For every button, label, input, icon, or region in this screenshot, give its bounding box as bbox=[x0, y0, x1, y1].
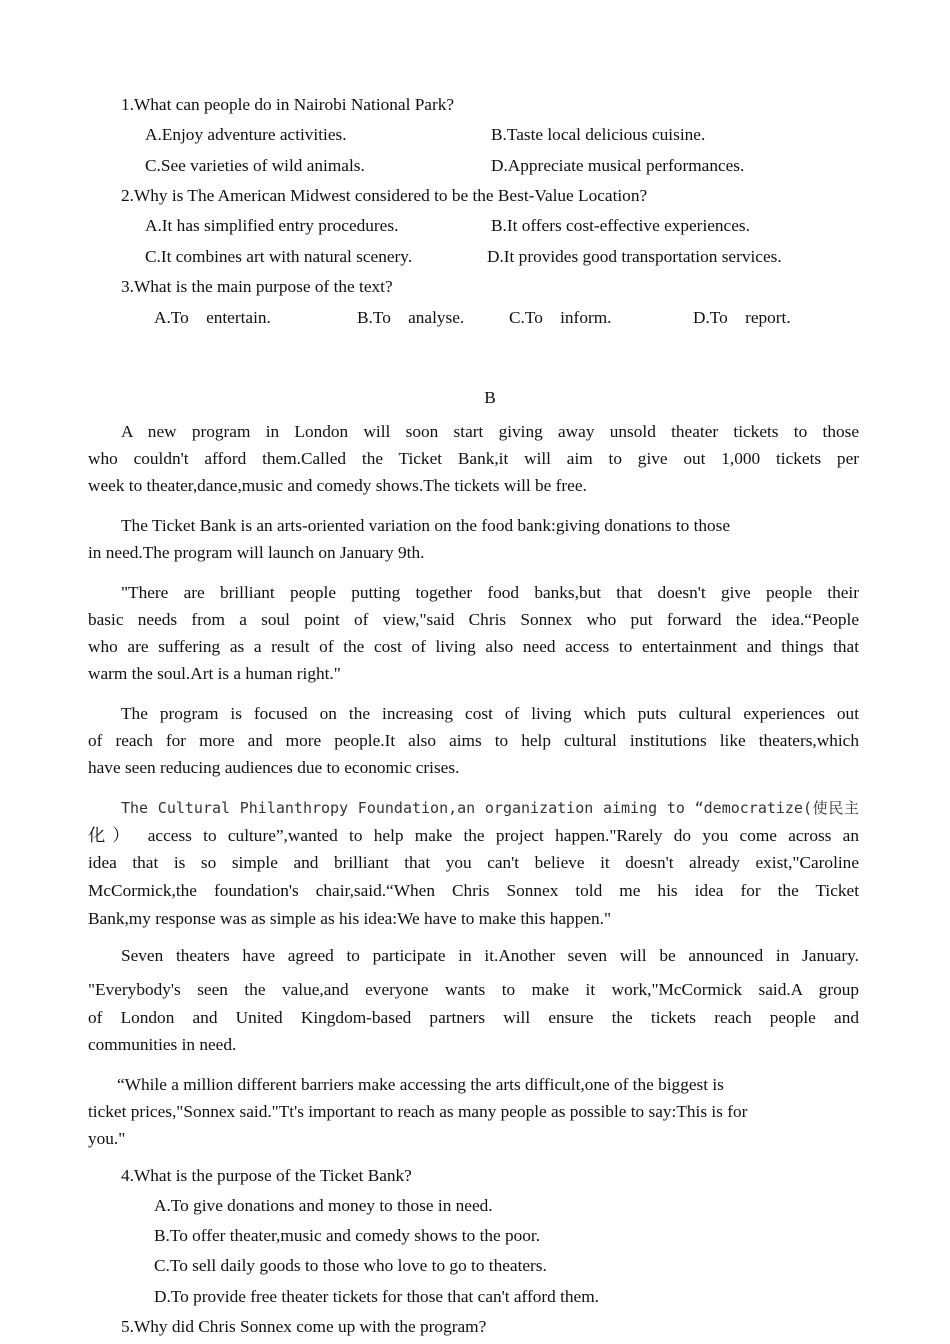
passage-line: who couldn't afford them.Called the Ticket Bank,it will aim to give out 1,000 tickets per bbox=[88, 449, 859, 468]
q4-option-b: B.To offer theater,music and comedy shows to the poor. bbox=[154, 1226, 541, 1245]
q2-option-b: B.It offers cost-effective experiences. bbox=[491, 216, 750, 235]
passage-line: McCormick,the foundation's chair,said.“When Chris Sonnex told me his idea for the Ticket bbox=[88, 881, 859, 900]
q3-option-b: B.To analyse. bbox=[357, 308, 465, 327]
passage-line: "There are brilliant people putting together food banks,but that doesn't give people their bbox=[121, 583, 859, 602]
q1-option-d: D.Appreciate musical performances. bbox=[491, 156, 745, 175]
passage-line: in need.The program will launch on January 9th. bbox=[88, 543, 425, 562]
passage-line: basic needs from a soul point of view,"said Chris Sonnex who put forward the idea.“People bbox=[88, 610, 859, 629]
q1-option-a: A.Enjoy adventure activities. bbox=[145, 125, 347, 144]
passage-line: Seven theaters have agreed to participate in it.Another seven will be announced in January. bbox=[121, 946, 859, 965]
question-1-stem: 1.What can people do in Nairobi National Park? bbox=[121, 95, 455, 114]
q4-option-d: D.To provide free theater tickets for those that can't afford them. bbox=[154, 1287, 599, 1306]
passage-line: who are suffering as a result of the cost of living also need access to entertainment and things that bbox=[88, 637, 859, 656]
passage-line: Bank,my response was as simple as his idea:We have to make this happen." bbox=[88, 909, 612, 928]
question-4-stem: 4.What is the purpose of the Ticket Bank? bbox=[121, 1166, 412, 1185]
passage-line: “While a million different barriers make accessing the arts difficult,one of the biggest is bbox=[117, 1075, 724, 1094]
passage-line: ticket prices,"Sonnex said."Tt's important to reach as many people as possible to say:This is for bbox=[88, 1102, 748, 1121]
passage-line: you." bbox=[88, 1129, 126, 1148]
passage-line: 化） access to culture”,wanted to help make the project happen."Rarely do you come across an bbox=[88, 826, 859, 845]
passage-line: have seen reducing audiences due to economic crises. bbox=[88, 758, 460, 777]
passage-line: "Everybody's seen the value,and everyone wants to make it work,"McCormick said.A group bbox=[88, 980, 859, 999]
passage-line: of London and United Kingdom-based partners will ensure the tickets reach people and bbox=[88, 1008, 859, 1027]
passage-line: idea that is so simple and brilliant that you can't believe it doesn't already exist,"Caroline bbox=[88, 853, 859, 872]
q1-option-b: B.Taste local delicious cuisine. bbox=[491, 125, 706, 144]
question-2-stem: 2.Why is The American Midwest considered to be the Best-Value Location? bbox=[121, 186, 648, 205]
passage-line: of reach for more and more people.It also aims to help cultural institutions like theaters,which bbox=[88, 731, 859, 750]
q2-option-a: A.It has simplified entry procedures. bbox=[145, 216, 399, 235]
q2-option-c: C.It combines art with natural scenery. bbox=[145, 247, 413, 266]
question-5-stem: 5.Why did Chris Sonnex come up with the program? bbox=[121, 1317, 487, 1336]
q3-option-d: D.To report. bbox=[693, 308, 791, 327]
q2-option-d: D.It provides good transportation services. bbox=[487, 247, 782, 266]
question-3-stem: 3.What is the main purpose of the text? bbox=[121, 277, 393, 296]
q4-option-c: C.To sell daily goods to those who love to go to theaters. bbox=[154, 1256, 547, 1275]
q3-option-a: A.To entertain. bbox=[154, 308, 271, 327]
passage-line: A new program in London will soon start giving away unsold theater tickets to those bbox=[121, 422, 859, 441]
passage-line: communities in need. bbox=[88, 1035, 237, 1054]
q3-option-c: C.To inform. bbox=[509, 308, 612, 327]
section-heading: B bbox=[484, 388, 496, 407]
passage-line-mono: The Cultural Philanthropy Foundation,an organization aiming to “democratize(使民主 bbox=[121, 799, 859, 817]
q1-option-c: C.See varieties of wild animals. bbox=[145, 156, 365, 175]
passage-line: The program is focused on the increasing cost of living which puts cultural experiences out bbox=[121, 704, 859, 723]
passage-line: warm the soul.Art is a human right." bbox=[88, 664, 341, 683]
passage-line: week to theater,dance,music and comedy shows.The tickets will be free. bbox=[88, 476, 587, 495]
q4-option-a: A.To give donations and money to those in need. bbox=[154, 1196, 493, 1215]
passage-line: The Ticket Bank is an arts-oriented variation on the food bank:giving donations to those bbox=[121, 516, 731, 535]
